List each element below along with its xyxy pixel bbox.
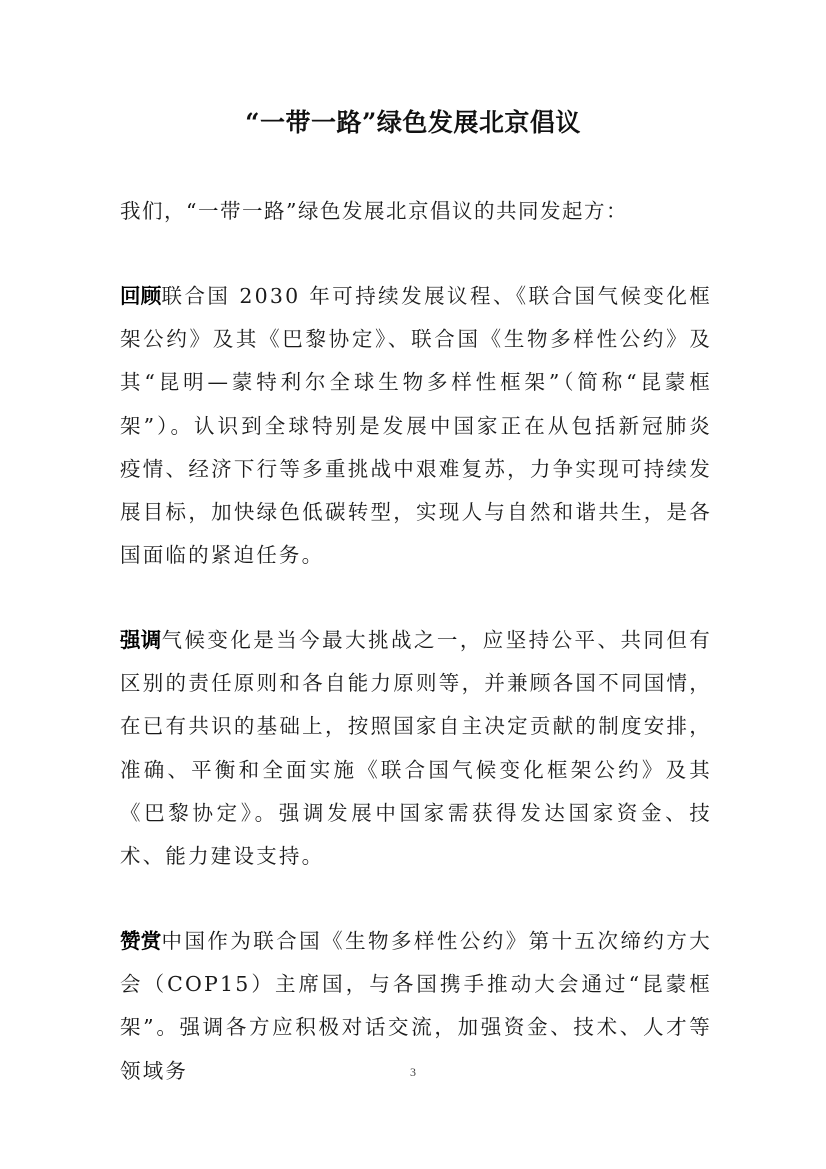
document-title: “一带一路”绿色发展北京倡议 bbox=[245, 108, 581, 137]
paragraph-review bbox=[120, 275, 712, 577]
paragraph-text-appreciate: 中国作为联合国《生物多样性公约》第十五次缔约方大会（COP15）主席国，与各国携手推动大会通过“昆蒙框架”。强调各方应积极对话交流，加强资金、技术、人才等领域务 bbox=[120, 929, 712, 1083]
page-number: 3 bbox=[410, 1065, 416, 1079]
paragraph-lead-emphasize: 强调 bbox=[120, 628, 162, 652]
intro-line: 我们，“一带一路”绿色发展北京倡议的共同发起方： bbox=[120, 199, 628, 223]
paragraph-text-emphasize: 气候变化是当今最大挑战之一，应坚持公平、共同但有区别的责任原则和各自能力原则等，并兼顾各国不同国情，在已有共识的基础上，按照国家自主决定贡献的制度安排，准确、平衡和全面实施《联合国气候变化框架公约》及其《巴黎协定》。强调发展中国家需获得发达国家资金、技术、能力建设支持。 bbox=[120, 628, 712, 869]
paragraph-lead-review: 回顾 bbox=[120, 284, 162, 308]
paragraph-lead-appreciate: 赞赏 bbox=[120, 929, 162, 953]
paragraph-text-review: 联合国 2030 年可持续发展议程、《联合国气候变化框架公约》及其《巴黎协定》、联合国《生物多样性公约》及其“昆明—蒙特利尔全球生物多样性框架”（简称“昆蒙框架”）。认识到全球特别是发展中国家正在从包括新冠肺炎疫情、经济下行等多重挑战中艰难复苏，力争实现可持续发展目标，加快绿色低碳转型，实现人与自然和谐共生，是各国面临的紧迫任务。 bbox=[120, 284, 712, 568]
paragraph-emphasize bbox=[120, 619, 712, 878]
